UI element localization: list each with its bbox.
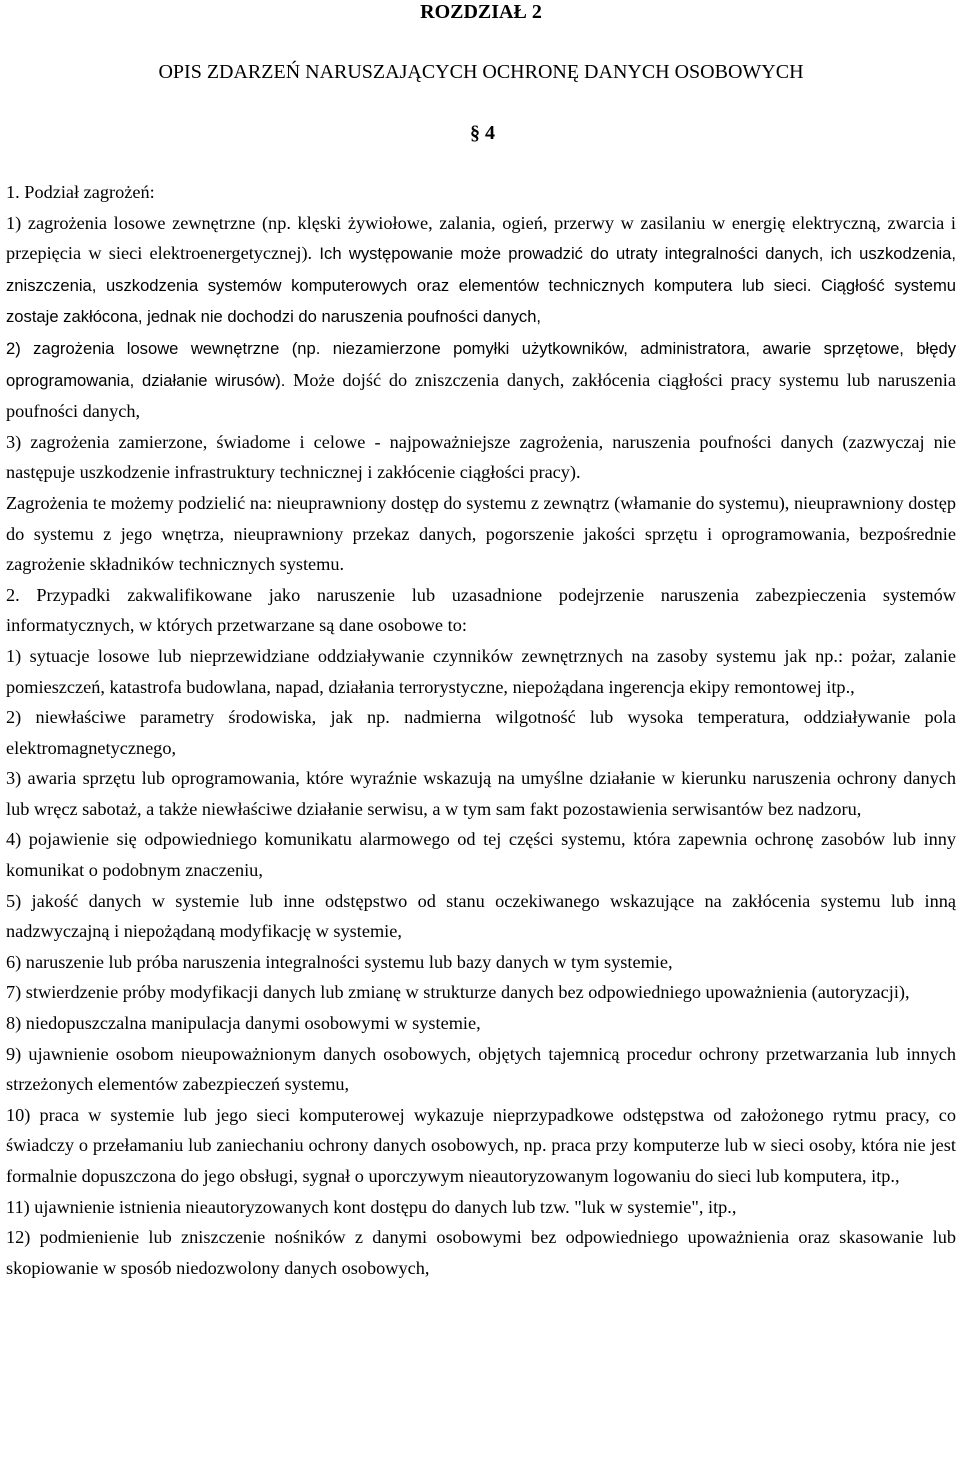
- breach-case-item: 5) jakość danych w systemie lub inne odstępstwo od stanu oczekiwanego wskazujące na zakłócenia systemu lub inną nadzwyczajną i niepożądaną modyfikację w systemie,: [6, 890, 956, 942]
- document-body: [6, 177, 956, 1283]
- breach-case-item: 9) ujawnienie osobom nieupoważnionym danych osobowych, objętych tajemnicą procedur ochrony przetwarzania lub innych strzeżonych elementów zabezpieczeń systemu,: [6, 1043, 956, 1095]
- breach-case-item: 8) niedopuszczalna manipulacja danymi osobowymi w systemie,: [6, 1013, 481, 1034]
- breach-case-item: 6) naruszenie lub próba naruszenia integralności systemu lub bazy danych w tym systemie,: [6, 951, 673, 972]
- breach-case-item: 11) ujawnienie istnienia nieautoryzowanych kont dostępu do danych lub tzw. "luk w systemie", itp.,: [6, 1196, 737, 1217]
- chapter-title: OPIS ZDARZEŃ NARUSZAJĄCYCH OCHRONĘ DANYCH OSOBOWYCH: [158, 61, 804, 83]
- breach-case-item: 2) niewłaściwe parametry środowiska, jak np. nadmierna wilgotność lub wysoka temperatura, oddziaływanie pola elektromagnetycznego,: [6, 707, 956, 758]
- threat-item-1-text: 1) zagrożenia losowe zewnętrzne (np. klęski żywiołowe, zalania, ogień, przerwy w zasilaniu w energię elektryczną, zwarcia i przepięcia w sieci elektroenergetycznej).: [6, 212, 956, 264]
- threat-item-2-effects: Może dojść do zniszczenia danych, zakłócenia ciągłości pracy systemu lub naruszenia poufności danych,: [6, 369, 956, 422]
- breach-case-item: 3) awaria sprzętu lub oprogramowania, które wyraźnie wskazują na umyślne działanie w kierunku naruszenia ochrony danych lub wręcz sabotaż, a także niewłaściwe działanie serwisu, a w tym sam fakt pozostawienia serwisantów bez nadzoru,: [6, 768, 956, 819]
- threat-item-3-detail: Zagrożenia te możemy podzielić na: nieuprawniony dostęp do systemu z zewnątrz (włamanie do systemu), nieuprawniony dostęp do systemu z jego wnętrza, nieuprawniony przekaz danych, pogorszenie jakości sprzętu i oprogramowania, bezpośrednie zagrożenie składników technicznych systemu.: [6, 492, 956, 575]
- breach-case-item: 10) praca w systemie lub jego sieci komputerowej wykazuje nieprzypadkowe odstępstwa od założonego rytmu pracy, co świadczy o przełamaniu lub zaniechaniu ochrony danych osobowych, np. praca przy komputerze lub w sieci osoby, która nie jest formalnie dopuszczona do jego obsługi, sygnał o uporczywym nieautoryzowanym logowaniu do sieci lub komputera, itp.,: [6, 1104, 956, 1186]
- threat-item-1: [6, 208, 956, 333]
- threat-item-3: 3) zagrożenia zamierzone, świadome i celowe - najpoważniejsze zagrożenia, naruszenia poufności danych (zazwyczaj nie następuje uszkodzenie infrastruktury technicznej i zakłócenie ciągłości pracy).: [6, 431, 956, 483]
- section-number: § 4: [470, 122, 495, 144]
- paragraph-2-heading: 2. Przypadki zakwalifikowane jako naruszenie lub uzasadnione podejrzenie naruszenia zabezpieczenia systemów informatycznych, w których przetwarzane są dane osobowe to:: [6, 584, 956, 636]
- chapter-heading: ROZDZIAŁ 2: [420, 1, 542, 23]
- breach-case-item: 12) podmienienie lub zniszczenie nośników z danymi osobowymi bez odpowiedniego upoważnienia oraz skasowanie lub skopiowanie w sposób niedozwolony danych osobowych,: [6, 1227, 956, 1278]
- threat-item-1-effects: Ich występowanie może prowadzić do utraty integralności danych, ich uszkodzenia, zniszczenia, uszkodzenia systemów komputerowych oraz elementów technicznych komputera lub sieci. Ciągłość systemu zostaje zakłócona, jednak nie dochodzi do naruszenia poufności danych,: [6, 244, 956, 327]
- paragraph-1-heading: 1. Podział zagrożeń:: [6, 182, 155, 202]
- breach-case-item: 7) stwierdzenie próby modyfikacji danych lub zmianę w strukturze danych bez odpowiedniego upoważnienia (autoryzacji),: [6, 982, 910, 1003]
- breach-case-item: 1) sytuacje losowe lub nieprzewidziane oddziaływanie czynników zewnętrznych na zasoby systemu jak np.: pożar, zalanie pomieszczeń, katastrofa budowlana, napad, działania terrorystyczne, niepożądana ingerencja ekipy remontowej itp.,: [6, 645, 956, 697]
- threat-item-2-text: 2) zagrożenia losowe wewnętrzne (np. niezamierzone pomyłki użytkowników, administratora, awarie sprzętowe, błędy oprogramowania, działanie wirusów).: [6, 338, 956, 390]
- breach-case-item: 4) pojawienie się odpowiedniego komunikatu alarmowego od tej części systemu, która zapewnia ochronę zasobów lub inny komunikat o podobnym znaczeniu,: [6, 829, 956, 881]
- threat-item-2: [6, 333, 956, 427]
